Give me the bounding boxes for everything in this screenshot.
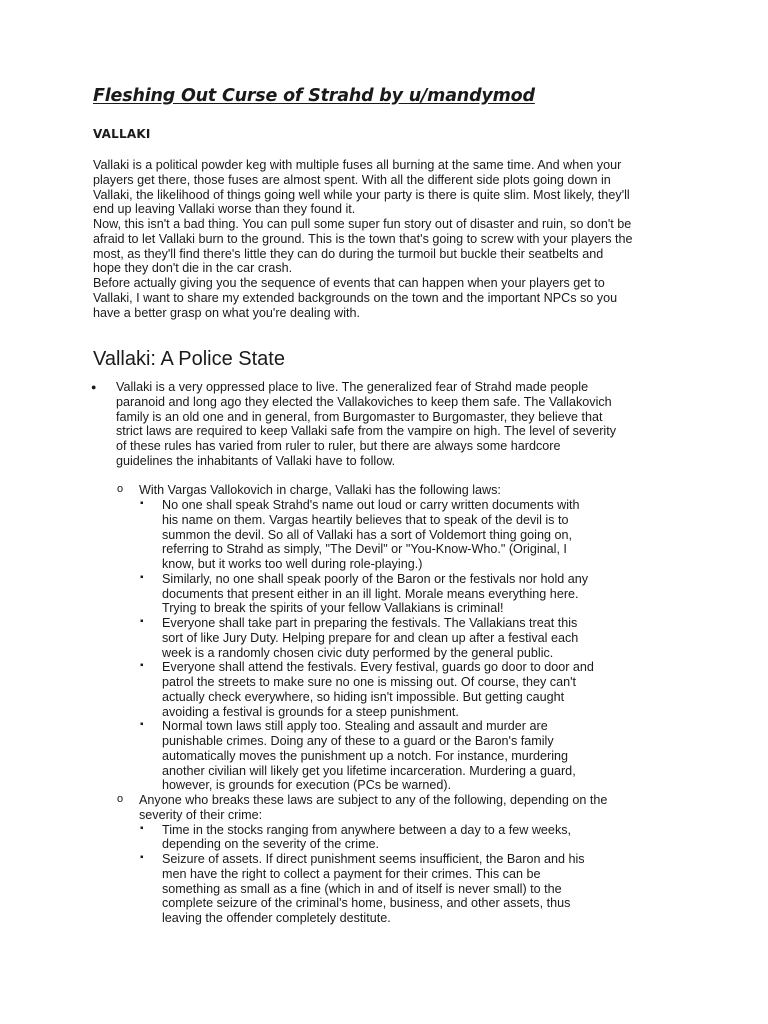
intro-paragraph (93, 158, 693, 217)
text-line: No one shall speak Strahd's name out loud or carry written documents with (162, 498, 580, 512)
bullet-dot-icon: ● (91, 382, 97, 392)
text-line: Before actually giving you the sequence of events that can happen when your players get to (93, 276, 605, 290)
text-line: sort of like Jury Duty. Helping prepare for and clean up after a festival each (162, 630, 579, 645)
text-line: leaving the offender completely destitute. (162, 911, 391, 925)
bullet-square-icon: ▪ (140, 719, 144, 731)
law-list (0, 380, 768, 926)
intro-text (93, 158, 693, 320)
bullet-square-icon: ▪ (140, 852, 144, 863)
text-line: punishable crimes. Doing any of these to a guard or the Baron's family (162, 734, 554, 748)
text-line: Anyone who breaks these laws are subject to any of the following, depending on the (139, 793, 608, 807)
law-item (0, 498, 768, 572)
text-line: Vallaki, the likelihood of things going well while your party is there is quite slim. Most likely, they'll (93, 187, 630, 202)
text-line: Vallaki, I want to share my extended backgrounds on the town and the important NPCs so you (93, 290, 618, 305)
section-heading: Vallaki: A Police State (93, 348, 285, 370)
text-line: referring to Strahd as simply, "The Devil" or "You-Know-Who." (Original, I (162, 542, 567, 557)
text-line: guidelines the inhabitants of Vallaki have to follow. (116, 453, 396, 468)
sub-bullet-item (0, 793, 768, 823)
bullet-square-icon: ▪ (140, 660, 144, 672)
bullet-square-icon: ▪ (140, 571, 144, 583)
text-line: week is a randomly chosen civic duty performed by the general public. (162, 645, 554, 660)
punishment-item (0, 852, 768, 926)
text-line: Vallaki is a political powder keg with multiple fuses all burning at the same time. And when your (93, 158, 622, 172)
document-title: Fleshing Out Curse of Strahd by u/mandymod (93, 86, 535, 106)
text-line: actually check everywhere, so hiding isn't impossible. But getting caught (162, 689, 565, 704)
bullet-square-icon: ▪ (140, 616, 144, 627)
text-line: summon the devil. So all of Vallaki has a sort of Voldemort thing going on, (162, 527, 572, 542)
bullet-circle-icon: o (117, 793, 124, 805)
text-line: have a better grasp on what you're dealing with. (93, 305, 361, 320)
text-line: most, as they'll find there's little they can do during the turmoil but buckle their seatbelts and (93, 246, 604, 261)
text-line: family is an old one and in general, from Burgomaster to Burgomaster, they believe that (116, 409, 603, 424)
text-line: players get there, those fuses are almost spent. With all the different side plots going down in (93, 172, 611, 187)
text-line: complete seizure of the criminal's home, business, and other assets, thus (162, 896, 571, 911)
bullet-square-icon: ▪ (140, 822, 144, 834)
text-line: Vallaki is a very oppressed place to live. The generalized fear of Strahd made people (116, 380, 589, 394)
text-line: automatically moves the punishment up a notch. For instance, murdering (162, 748, 569, 763)
text-line: end up leaving Vallaki worse than they found it. (93, 202, 356, 217)
text-line: Seizure of assets. If direct punishment seems insufficient, the Baron and his (162, 852, 585, 866)
bullet-item (0, 380, 768, 469)
text-line: hope they don't die in the car crash. (93, 261, 293, 276)
text-line: avoiding a festival is grounds for a steep punishment. (162, 704, 459, 719)
text-line: Normal town laws still apply too. Stealing and assault and murder are (162, 719, 548, 734)
text-line: Everyone shall take part in preparing the festivals. The Vallakians treat this (162, 616, 578, 630)
text-line: another civilian will likely get you lifetime incarceration. Murdering a guard, (162, 763, 576, 778)
intro-paragraph (93, 217, 693, 276)
text-line: Time in the stocks ranging from anywhere between a day to a few weeks, (162, 822, 572, 837)
text-line: strict laws are required to keep Vallaki safe from the vampire on high. The level of severity (116, 424, 617, 439)
text-line: documents that present either in an ill light. Morale means everything here. (162, 586, 579, 601)
text-line: Now, this isn't a bad thing. You can pull some super fun story out of disaster and ruin, so don't be (93, 217, 632, 231)
text-line: patrol the streets to make sure no one is missing out. Of course, they can't (162, 675, 577, 689)
punishment-item (0, 823, 768, 853)
law-item (0, 660, 768, 719)
text-line: men have the right to collect a payment for their crimes. This can be (162, 866, 541, 881)
text-line: afraid to let Vallaki burn to the ground. This is the town that's going to screw with your players the (93, 231, 633, 246)
text-line: Everyone shall attend the festivals. Every festival, guards go door to door and (162, 660, 594, 675)
bullet-square-icon: ▪ (140, 498, 144, 509)
text-line: Similarly, no one shall speak poorly of the Baron or the festivals nor hold any (162, 571, 589, 586)
law-item (0, 616, 768, 660)
text-line: know, but it works too well during role-playing.) (162, 557, 423, 571)
text-line: however, is grounds for execution (PCs be warned). (162, 778, 452, 793)
text-line: depending on the severity of the crime. (162, 837, 380, 852)
text-line: paranoid and long ago they elected the Vallakoviches to keep them safe. The Vallakovich (116, 394, 612, 409)
text-line: of these rules has varied from ruler to ruler, but there are always some hardcore (116, 439, 561, 453)
text-line: his name on them. Vargas heartily believes that to speak of the devil is to (162, 512, 569, 527)
text-line: Trying to break the spirits of your fellow Vallakians is criminal! (162, 601, 504, 616)
section-label: VALLAKI (93, 127, 151, 141)
law-item (0, 719, 768, 793)
text-line: With Vargas Vallokovich in charge, Vallaki has the following laws: (139, 483, 501, 498)
bullet-circle-icon: o (117, 483, 124, 496)
text-line: severity of their crime: (139, 807, 263, 822)
intro-paragraph (93, 276, 693, 320)
sub-bullet-item (0, 483, 768, 498)
law-item (0, 572, 768, 616)
text-line: something as small as a fine (which in and of itself is never small) to the (162, 881, 562, 896)
